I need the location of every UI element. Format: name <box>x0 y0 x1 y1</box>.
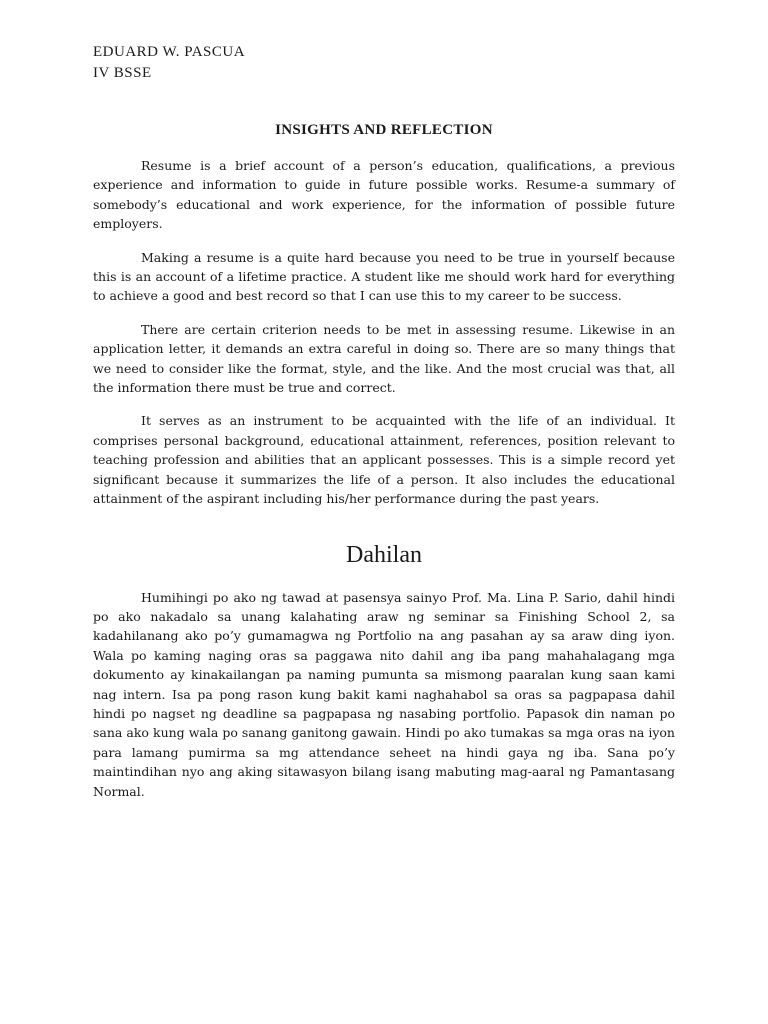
insights-paragraph-4: It serves as an instrument to be acquainted with the life of an individual. It comprises personal background, educational attainment, references, position relevant to teaching profession and abilities that an applicant possesses. This is a simple record yet significant because it summarizes the life of a person. It also includes the educational attainment of the aspirant including his/her performance during the past years. <box>93 413 675 507</box>
author-course: IV BSSE <box>93 65 152 81</box>
insights-paragraph-1: Resume is a brief account of a person’s education, qualifications, a previous experience and information to guide in future possible works. Resume-a summary of somebody’s educational and work experience, for the information of possible future employers. <box>93 158 675 232</box>
insights-title: INSIGHTS AND REFLECTION <box>275 122 493 138</box>
dahilan-title: Dahilan <box>346 541 422 568</box>
dahilan-paragraph: Humihingi po ako ng tawad at pasensya sainyo Prof. Ma. Lina P. Sario, dahil hindi po ako nakadalo sa unang kalahating araw ng seminar sa Finishing School 2, sa kadahilanang ako po’y gumamagwa ng Portfolio na ang pasahan ay sa araw ding iyon. Wala po kaming naging oras sa paggawa nito dahil ang iba pang mahahalagang mga dokumento ay kinakailangan pa naming pumunta sa mismong paaralan kung saan kami nag intern. Isa pa pong rason kung bakit kami naghahabol sa oras sa pagpapasa dahil hindi po nagset ng deadline sa pagpapasa ng nasabing portfolio. Papasok din naman po sana ako kung wala po sanang ganitong gawain. Hindi po ako tumakas sa mga oras na iyon para lamang pumirma sa mg attendance seheet na hindi gaya ng iba. Sana po’y maintindihan nyo ang aking sitawasyon bilang isang mabuting mag-aaral ng Pamantasang Normal. <box>93 589 675 799</box>
author-name: EDUARD W. PASCUA <box>93 44 246 60</box>
document-page <box>93 42 675 815</box>
insights-paragraph-2: Making a resume is a quite hard because you need to be true in yourself because this is an account of a lifetime practice. A student like me should work hard for everything to achieve a good and best record so that I can use this to my career to be success. <box>93 249 675 304</box>
insights-paragraph-3: There are certain criterion needs to be met in assessing resume. Likewise in an application letter, it demands an extra careful in doing so. There are so many things that we need to consider like the format, style, and the like. And the most crucial was that, all the information there must be true and correct. <box>93 321 675 396</box>
